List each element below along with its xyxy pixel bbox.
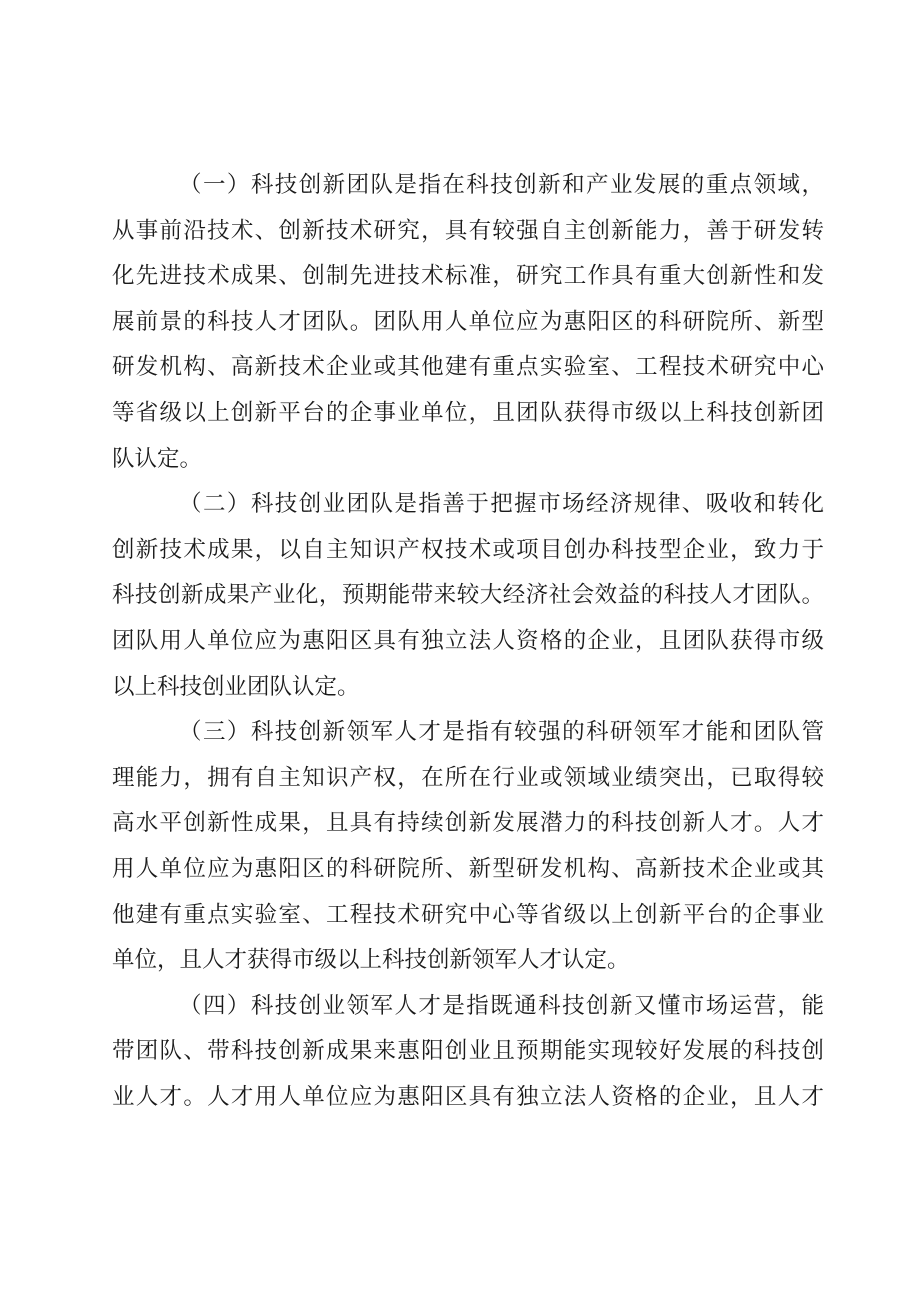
paragraph-line: 高水平创新性成果，且具有持续创新发展潜力的科技创新人才。人才 <box>112 810 824 837</box>
paragraph-line: 展前景的科技人才团队。团队用人单位应为惠阳区的科研院所、新型 <box>112 308 824 335</box>
paragraph-line: （一）科技创新团队是指在科技创新和产业发展的重点领域， <box>179 172 824 198</box>
paragraph-line: （四）科技创业领军人才是指既通科技创新又懂市场运营，能 <box>179 992 824 1019</box>
paragraph-line: 带团队、带科技创新成果来惠阳创业且预期能实现较好发展的科技创 <box>112 1038 824 1065</box>
paragraph-line: 用人单位应为惠阳区的科研院所、新型研发机构、高新技术企业或其 <box>112 855 824 882</box>
paragraph-line: 他建有重点实验室、工程技术研究中心等省级以上创新平台的企事业 <box>112 901 824 928</box>
paragraph-line: 化先进技术成果、创制先进技术标准，研究工作具有重大创新性和发 <box>112 263 824 290</box>
paragraph-line: 单位，且人才获得市级以上科技创新领军人才认定。 <box>112 947 630 974</box>
paragraph-line: （二）科技创业团队是指善于把握市场经济规律、吸收和转化 <box>179 491 824 518</box>
paragraph-line: 创新技术成果，以自主知识产权技术或项目创办科技型企业，致力于 <box>112 536 824 563</box>
paragraph-2 <box>112 482 824 710</box>
paragraph-line: （三）科技创新领军人才是指有较强的科研领军才能和团队管 <box>179 719 824 746</box>
paragraph-1 <box>112 163 824 482</box>
paragraph-4 <box>112 984 824 1121</box>
document-body <box>112 163 824 1120</box>
paragraph-line: 研发机构、高新技术企业或其他建有重点实验室、工程技术研究中心 <box>112 354 824 381</box>
paragraph-line: 理能力，拥有自主知识产权，在所在行业或领域业绩突出，已取得较 <box>112 764 824 791</box>
paragraph-line: 以上科技创业团队认定。 <box>112 673 360 700</box>
paragraph-line: 等省级以上创新平台的企事业单位，且团队获得市级以上科技创新团 <box>112 399 824 426</box>
paragraph-line: 队认定。 <box>112 445 203 472</box>
paragraph-3 <box>112 710 824 984</box>
paragraph-line: 团队用人单位应为惠阳区具有独立法人资格的企业，且团队获得市级 <box>112 627 824 654</box>
paragraph-line: 从事前沿技术、创新技术研究，具有较强自主创新能力，善于研发转 <box>112 217 824 244</box>
paragraph-line: 科技创新成果产业化，预期能带来较大经济社会效益的科技人才团队。 <box>112 582 824 609</box>
paragraph-line: 业人才。人才用人单位应为惠阳区具有独立法人资格的企业，且人才 <box>112 1083 824 1110</box>
